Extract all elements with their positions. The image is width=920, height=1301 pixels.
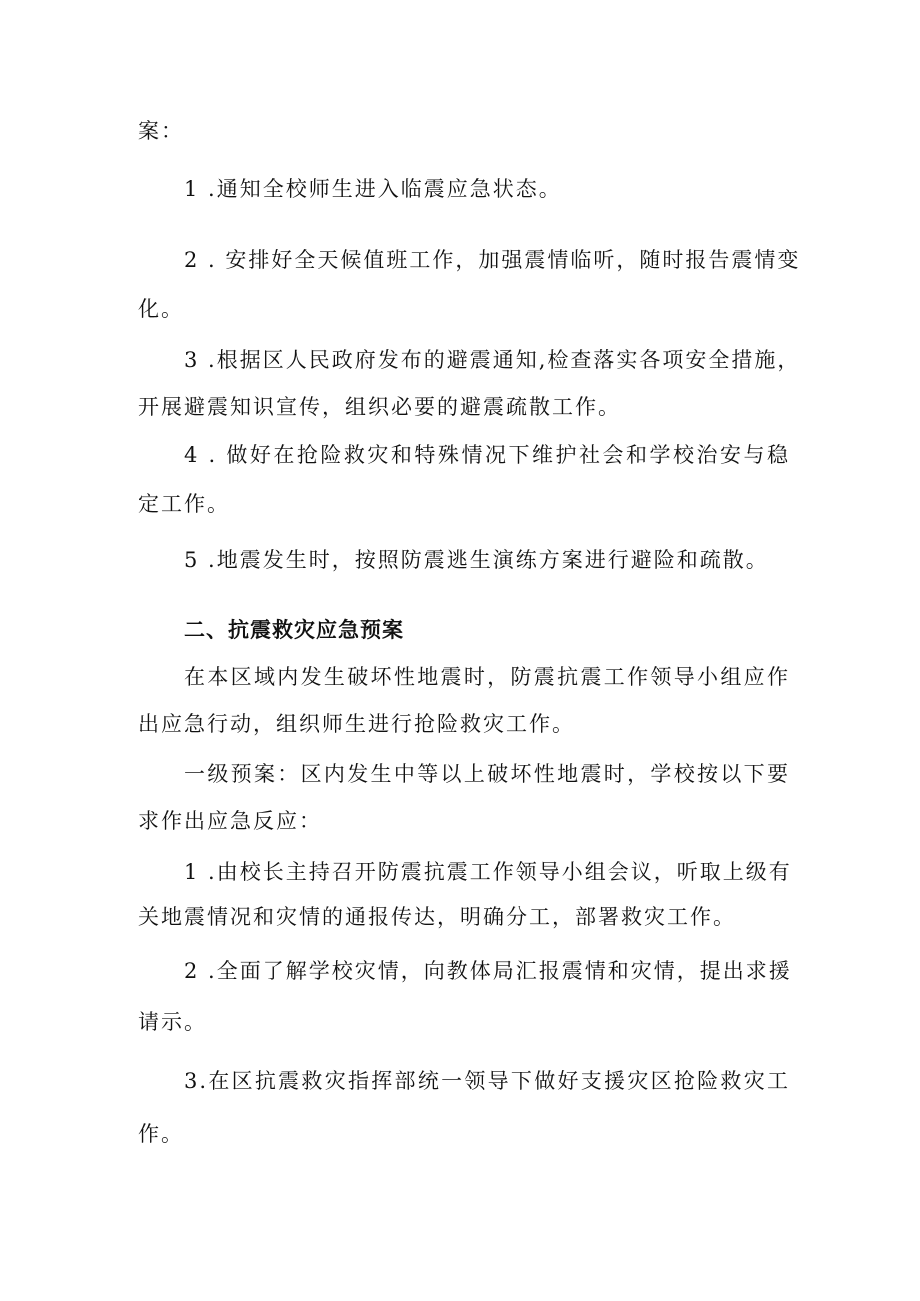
text-line: 案： (138, 119, 184, 143)
text-line: 1 .由校长主持召开防震抗震工作领导小组会议，听取上级有 (184, 860, 792, 884)
text-line: 开展避震知识宣传，组织必要的避震疏散工作。 (138, 395, 621, 419)
section-heading: 二、抗震救灾应急预案 (184, 618, 404, 642)
text-line: 2 .全面了解学校灾情，向教体局汇报震情和灾情，提出求援 (184, 959, 792, 983)
text-line: 2 . 安排好全天候值班工作，加强震情临听，随时报告震情变 (184, 248, 801, 272)
text-line: 出应急行动，组织师生进行抢险救灾工作。 (138, 712, 575, 736)
text-line: 3.在区抗震救灾指挥部统一领导下做好支援灾区抢险救灾工 (184, 1069, 790, 1093)
text-line: 请示。 (138, 1010, 207, 1034)
text-line: 一级预案：区内发生中等以上破坏性地震时，学校按以下要 (184, 762, 790, 786)
text-line: 关地震情况和灾情的通报传达，明确分工，部署救灾工作。 (138, 905, 736, 929)
text-line: 5 .地震发生时，按照防震逃生演练方案进行避险和疏散。 (184, 548, 769, 572)
text-line: 3 .根据区人民政府发布的避震通知,检查落实各项安全措施， (184, 348, 801, 372)
text-line: 1 .通知全校师生进入临震应急状态。 (184, 177, 562, 201)
text-line: 化。 (138, 297, 184, 321)
text-line: 4 . 做好在抢险救灾和特殊情况下维护社会和学校治安与稳 (184, 443, 790, 467)
text-line: 定工作。 (138, 492, 230, 516)
text-line: 求作出应急反应： (138, 809, 322, 833)
text-line: 在本区域内发生破坏性地震时，防震抗震工作领导小组应作 (184, 665, 790, 689)
text-line: 作。 (138, 1122, 184, 1146)
